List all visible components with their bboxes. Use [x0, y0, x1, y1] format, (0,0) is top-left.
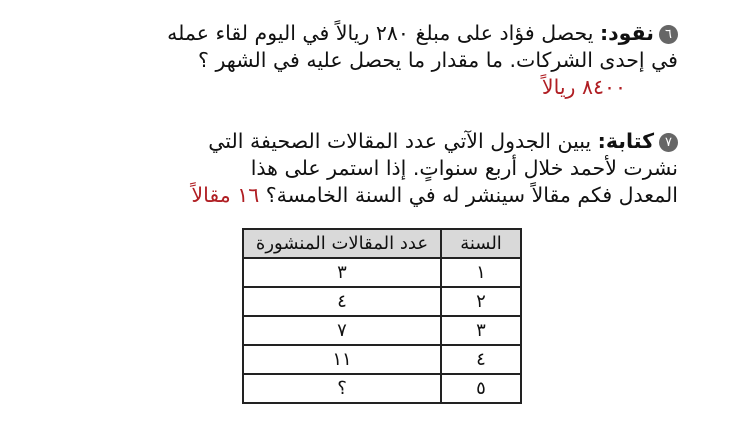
table-cell-year: ٤	[441, 345, 521, 374]
problem-6-text-line-1: يحصل فؤاد على مبلغ ٢٨٠ ريالاً في اليوم لقاء عمله	[167, 21, 600, 45]
table-row	[243, 316, 521, 345]
problem-6-label: نقود:	[599, 21, 654, 45]
table-header-articles: عدد المقالات المنشورة	[243, 229, 441, 258]
table-cell-articles: ٤	[243, 287, 441, 316]
table-cell-articles: ٧	[243, 316, 441, 345]
table-cell-year: ٥	[441, 374, 521, 403]
table-header-year: السنة	[441, 229, 521, 258]
table-cell-articles: ؟	[243, 374, 441, 403]
problem-7-line-3	[98, 182, 678, 209]
table-row	[243, 374, 521, 403]
table-row	[243, 345, 521, 374]
problem-6-text-line-2: في إحدى الشركات. ما مقدار ما يحصل عليه في الشهر ؟	[198, 48, 678, 72]
problem-7-answer: ١٦ مقالاً	[191, 183, 260, 207]
problem-7	[98, 128, 678, 209]
problem-7-text-line-1: يبين الجدول الآتي عدد المقالات الصحيفة التي	[208, 129, 598, 153]
table-header-row	[243, 229, 521, 258]
table-cell-year: ٢	[441, 287, 521, 316]
problem-7-number-badge: ٧	[659, 133, 678, 152]
table-cell-articles: ١١	[243, 345, 441, 374]
table-cell-articles: ٣	[243, 258, 441, 287]
problem-6-answer: ٨٤٠٠ ريالاً	[541, 75, 626, 99]
problem-7-label: كتابة:	[597, 129, 654, 153]
problem-7-text-line-2: نشرت لأحمد خلال أربع سنواتٍ. إذا استمر على هذا	[250, 156, 678, 180]
table-row	[243, 258, 521, 287]
articles-table	[242, 228, 522, 404]
table-row	[243, 287, 521, 316]
table-cell-year: ٣	[441, 316, 521, 345]
problem-6-number-badge: ٦	[659, 25, 678, 44]
problem-7-line-1	[98, 128, 678, 155]
table-cell-year: ١	[441, 258, 521, 287]
problem-6-line-1	[98, 20, 678, 47]
problem-6	[98, 20, 678, 101]
problem-7-text-line-3: المعدل فكم مقالاً سينشر له في السنة الخامسة؟	[259, 183, 678, 207]
